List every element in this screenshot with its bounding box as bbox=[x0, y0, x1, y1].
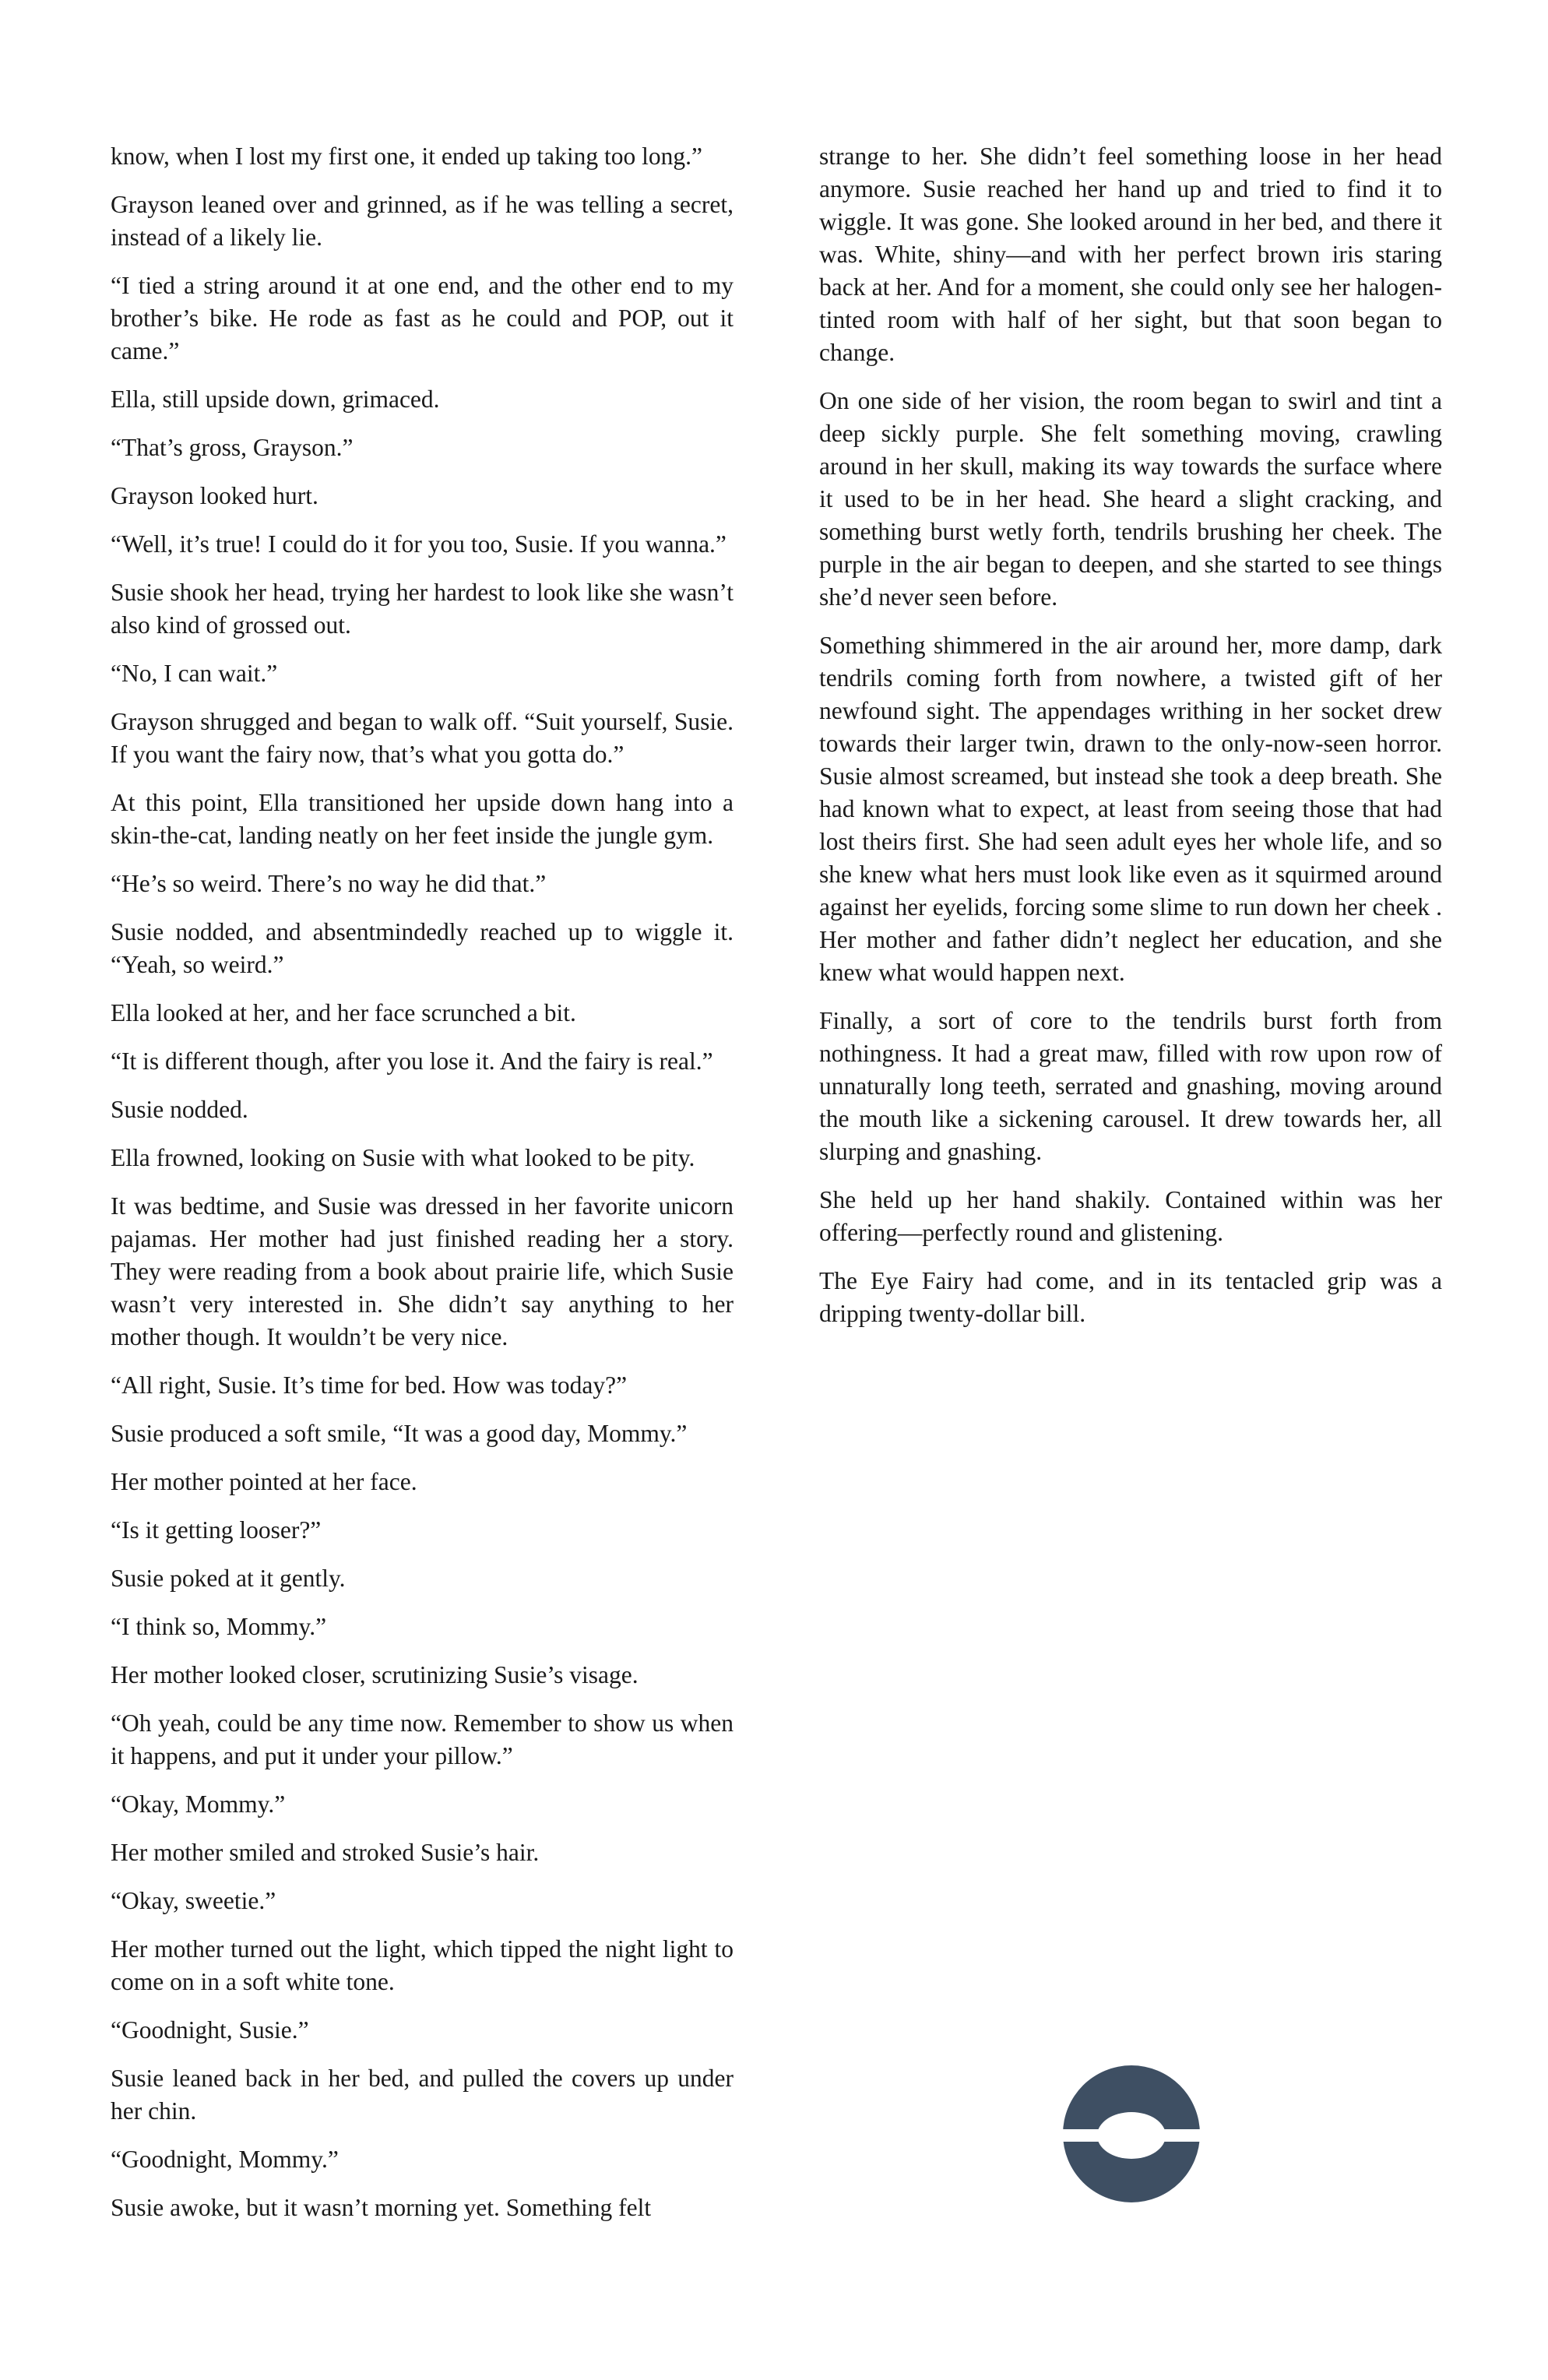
paragraph: Her mother smiled and stroked Susie’s hair. bbox=[111, 1839, 540, 1866]
paragraph: “Goodnight, Mommy.” bbox=[111, 2146, 339, 2173]
paragraph: Susie poked at it gently. bbox=[111, 1565, 346, 1592]
paragraph: Grayson shrugged and began to walk off. “Suit yourself, Susie. If you want the fairy now, that’s what you gotta do.” bbox=[111, 708, 734, 768]
paragraph: Susie shook her head, trying her hardest to look like she wasn’t also kind of grossed out. bbox=[111, 579, 734, 639]
paragraph: Ella frowned, looking on Susie with what looked to be pity. bbox=[111, 1144, 695, 1171]
paragraph: “All right, Susie. It’s time for bed. How was today?” bbox=[111, 1371, 628, 1399]
paragraph: Susie nodded, and absentmindedly reached up to wiggle it. “Yeah, so weird.” bbox=[111, 918, 734, 978]
paragraph: At this point, Ella transitioned her upside down hang into a skin-the-cat, landing neatly on her feet inside the jungle gym. bbox=[111, 789, 734, 849]
paragraph: “No, I can wait.” bbox=[111, 660, 278, 687]
paragraph: Grayson looked hurt. bbox=[111, 482, 318, 509]
paragraph: Susie nodded. bbox=[111, 1096, 248, 1123]
ring-logo-icon bbox=[1061, 2064, 1201, 2204]
paragraph: “Is it getting looser?” bbox=[111, 1516, 322, 1544]
paragraph: “I tied a string around it at one end, and the other end to my brother’s bike. He rode as fast as he could and POP, out it came.” bbox=[111, 272, 734, 364]
paragraph: On one side of her vision, the room began to swirl and tint a deep sickly purple. She felt something moving, crawling around in her skull, making its way towards the surface where it used to be in her head. She heard a slight cracking, and something burst wetly forth, tendrils brushing her cheek. The purple in the air began to deepen, and she started to see things she’d never seen before. bbox=[819, 387, 1442, 611]
paragraph: Her mother looked closer, scrutinizing Susie’s visage. bbox=[111, 1661, 639, 1688]
paragraph: Something shimmered in the air around her, more damp, dark tendrils coming forth from nowhere, a twisted gift of her newfound sight. The appendages writhing in her socket drew towards their larger twin, drawn to the only-now-seen horror. Susie almost screamed, but instead she took a deep breath. She had known what to expect, at least from seeing those that had lost theirs first. She had seen adult eyes her whole life, and so she knew what hers must look like even as it squirmed around against her eyelids, forcing some slime to run down her cheek . Her mother and father didn’t neglect her education, and she knew what would happen next. bbox=[819, 632, 1442, 986]
paragraph: Susie leaned back in her bed, and pulled the covers up under her chin. bbox=[111, 2065, 734, 2125]
paragraph: Finally, a sort of core to the tendrils burst forth from nothingness. It had a great maw, filled with row upon row of unnaturally long teeth, serrated and gnashing, moving around the mouth like a sickening carousel. It drew towards her, all slurping and gnashing. bbox=[819, 1007, 1442, 1165]
paragraph: “Okay, sweetie.” bbox=[111, 1887, 276, 1914]
paragraph: Susie awoke, but it wasn’t morning yet. Something felt bbox=[111, 2194, 652, 2221]
paragraph: Susie produced a soft smile, “It was a good day, Mommy.” bbox=[111, 1420, 688, 1447]
paragraph: “He’s so weird. There’s no way he did that.” bbox=[111, 870, 547, 897]
paragraph: know, when I lost my first one, it ended up taking too long.” bbox=[111, 143, 702, 170]
paragraph: Ella, still upside down, grimaced. bbox=[111, 386, 440, 413]
paragraph: The Eye Fairy had come, and in its tentacled grip was a dripping twenty-dollar bill. bbox=[819, 1267, 1442, 1327]
paragraph: “It is different though, after you lose it. And the fairy is real.” bbox=[111, 1047, 713, 1075]
paragraph: “Well, it’s true! I could do it for you too, Susie. If you wanna.” bbox=[111, 530, 727, 558]
left-text-column bbox=[111, 140, 734, 2240]
paragraph: “I think so, Mommy.” bbox=[111, 1613, 327, 1640]
paragraph: She held up her hand shakily. Contained within was her offering—perfectly round and glistening. bbox=[819, 1186, 1442, 1246]
paragraph: “Goodnight, Susie.” bbox=[111, 2016, 309, 2044]
paragraph: Ella looked at her, and her face scrunched a bit. bbox=[111, 999, 576, 1026]
paragraph: It was bedtime, and Susie was dressed in her favorite unicorn pajamas. Her mother had just finished reading her a story. They were reading from a book about prairie life, which Susie wasn’t very interested in. She didn’t say anything to her mother though. It wouldn’t be very nice. bbox=[111, 1192, 734, 1350]
right-text-column bbox=[819, 140, 1442, 1346]
paragraph: Her mother turned out the light, which tipped the night light to come on in a soft white tone. bbox=[111, 1935, 734, 1995]
paragraph: Grayson leaned over and grinned, as if he was telling a secret, instead of a likely lie. bbox=[111, 191, 734, 251]
paragraph: “Okay, Mommy.” bbox=[111, 1790, 286, 1818]
paragraph: “That’s gross, Grayson.” bbox=[111, 434, 354, 461]
paragraph: “Oh yeah, could be any time now. Remember to show us when it happens, and put it under your pillow.” bbox=[111, 1709, 734, 1769]
paragraph: Her mother pointed at her face. bbox=[111, 1468, 417, 1495]
paragraph: strange to her. She didn’t feel something loose in her head anymore. Susie reached her hand up and tried to find it to wiggle. It was gone. She looked around in her bed, and there it was. White, shiny—and with her perfect brown iris staring back at her. And for a moment, she could only see her halogen-tinted room with half of her sight, but that soon began to change. bbox=[819, 143, 1442, 366]
